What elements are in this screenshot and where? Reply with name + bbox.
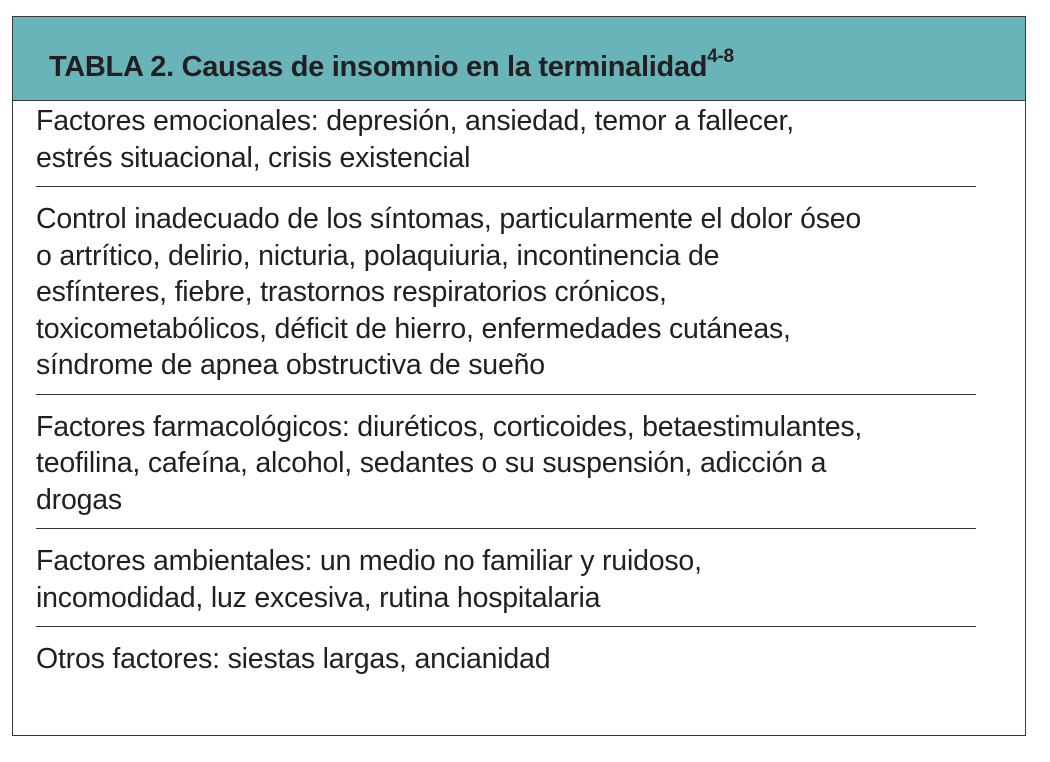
table-row-pharmacological-factors bbox=[36, 409, 976, 530]
table-row-other-factors bbox=[36, 641, 976, 688]
table-title-superscript: 4-8 bbox=[707, 46, 734, 67]
row-line: incomodidad, luz excesiva, rutina hospitalaria bbox=[36, 581, 601, 614]
table-header bbox=[13, 17, 1025, 101]
row-line: Factores farmacológicos: diuréticos, corticoides, betaestimulantes, bbox=[36, 410, 863, 443]
row-line: toxicometabólicos, déficit de hierro, enfermedades cutáneas, bbox=[36, 312, 791, 345]
row-line: síndrome de apnea obstructiva de sueño bbox=[36, 349, 545, 381]
row-line: estrés situacional, crisis existencial bbox=[36, 141, 471, 174]
row-line: Control inadecuado de los síntomas, particularmente el dolor óseo bbox=[36, 203, 862, 235]
row-line: esfínteres, fiebre, trastornos respiratorios crónicos, bbox=[36, 276, 667, 308]
table-body bbox=[36, 103, 976, 688]
row-line: Otros factores: siestas largas, ancianidad bbox=[36, 643, 551, 675]
row-line: drogas bbox=[36, 483, 122, 516]
table-title bbox=[49, 46, 734, 85]
row-line: Factores ambientales: un medio no familiar y ruidoso, bbox=[36, 545, 702, 577]
table-title-text: TABLA 2. Causas de insomnio en la terminalidad bbox=[49, 51, 708, 83]
row-line: Factores emocionales: depresión, ansiedad, temor a fallecer, bbox=[36, 105, 794, 137]
table-row-symptom-control bbox=[36, 201, 976, 395]
table-row-environmental-factors bbox=[36, 543, 976, 627]
table-row-emotional-factors bbox=[36, 103, 976, 187]
row-line: o artrítico, delirio, nicturia, polaquiuria, incontinencia de bbox=[36, 239, 720, 272]
row-line: teofilina, cafeína, alcohol, sedantes o su suspensión, adicción a bbox=[36, 447, 827, 479]
